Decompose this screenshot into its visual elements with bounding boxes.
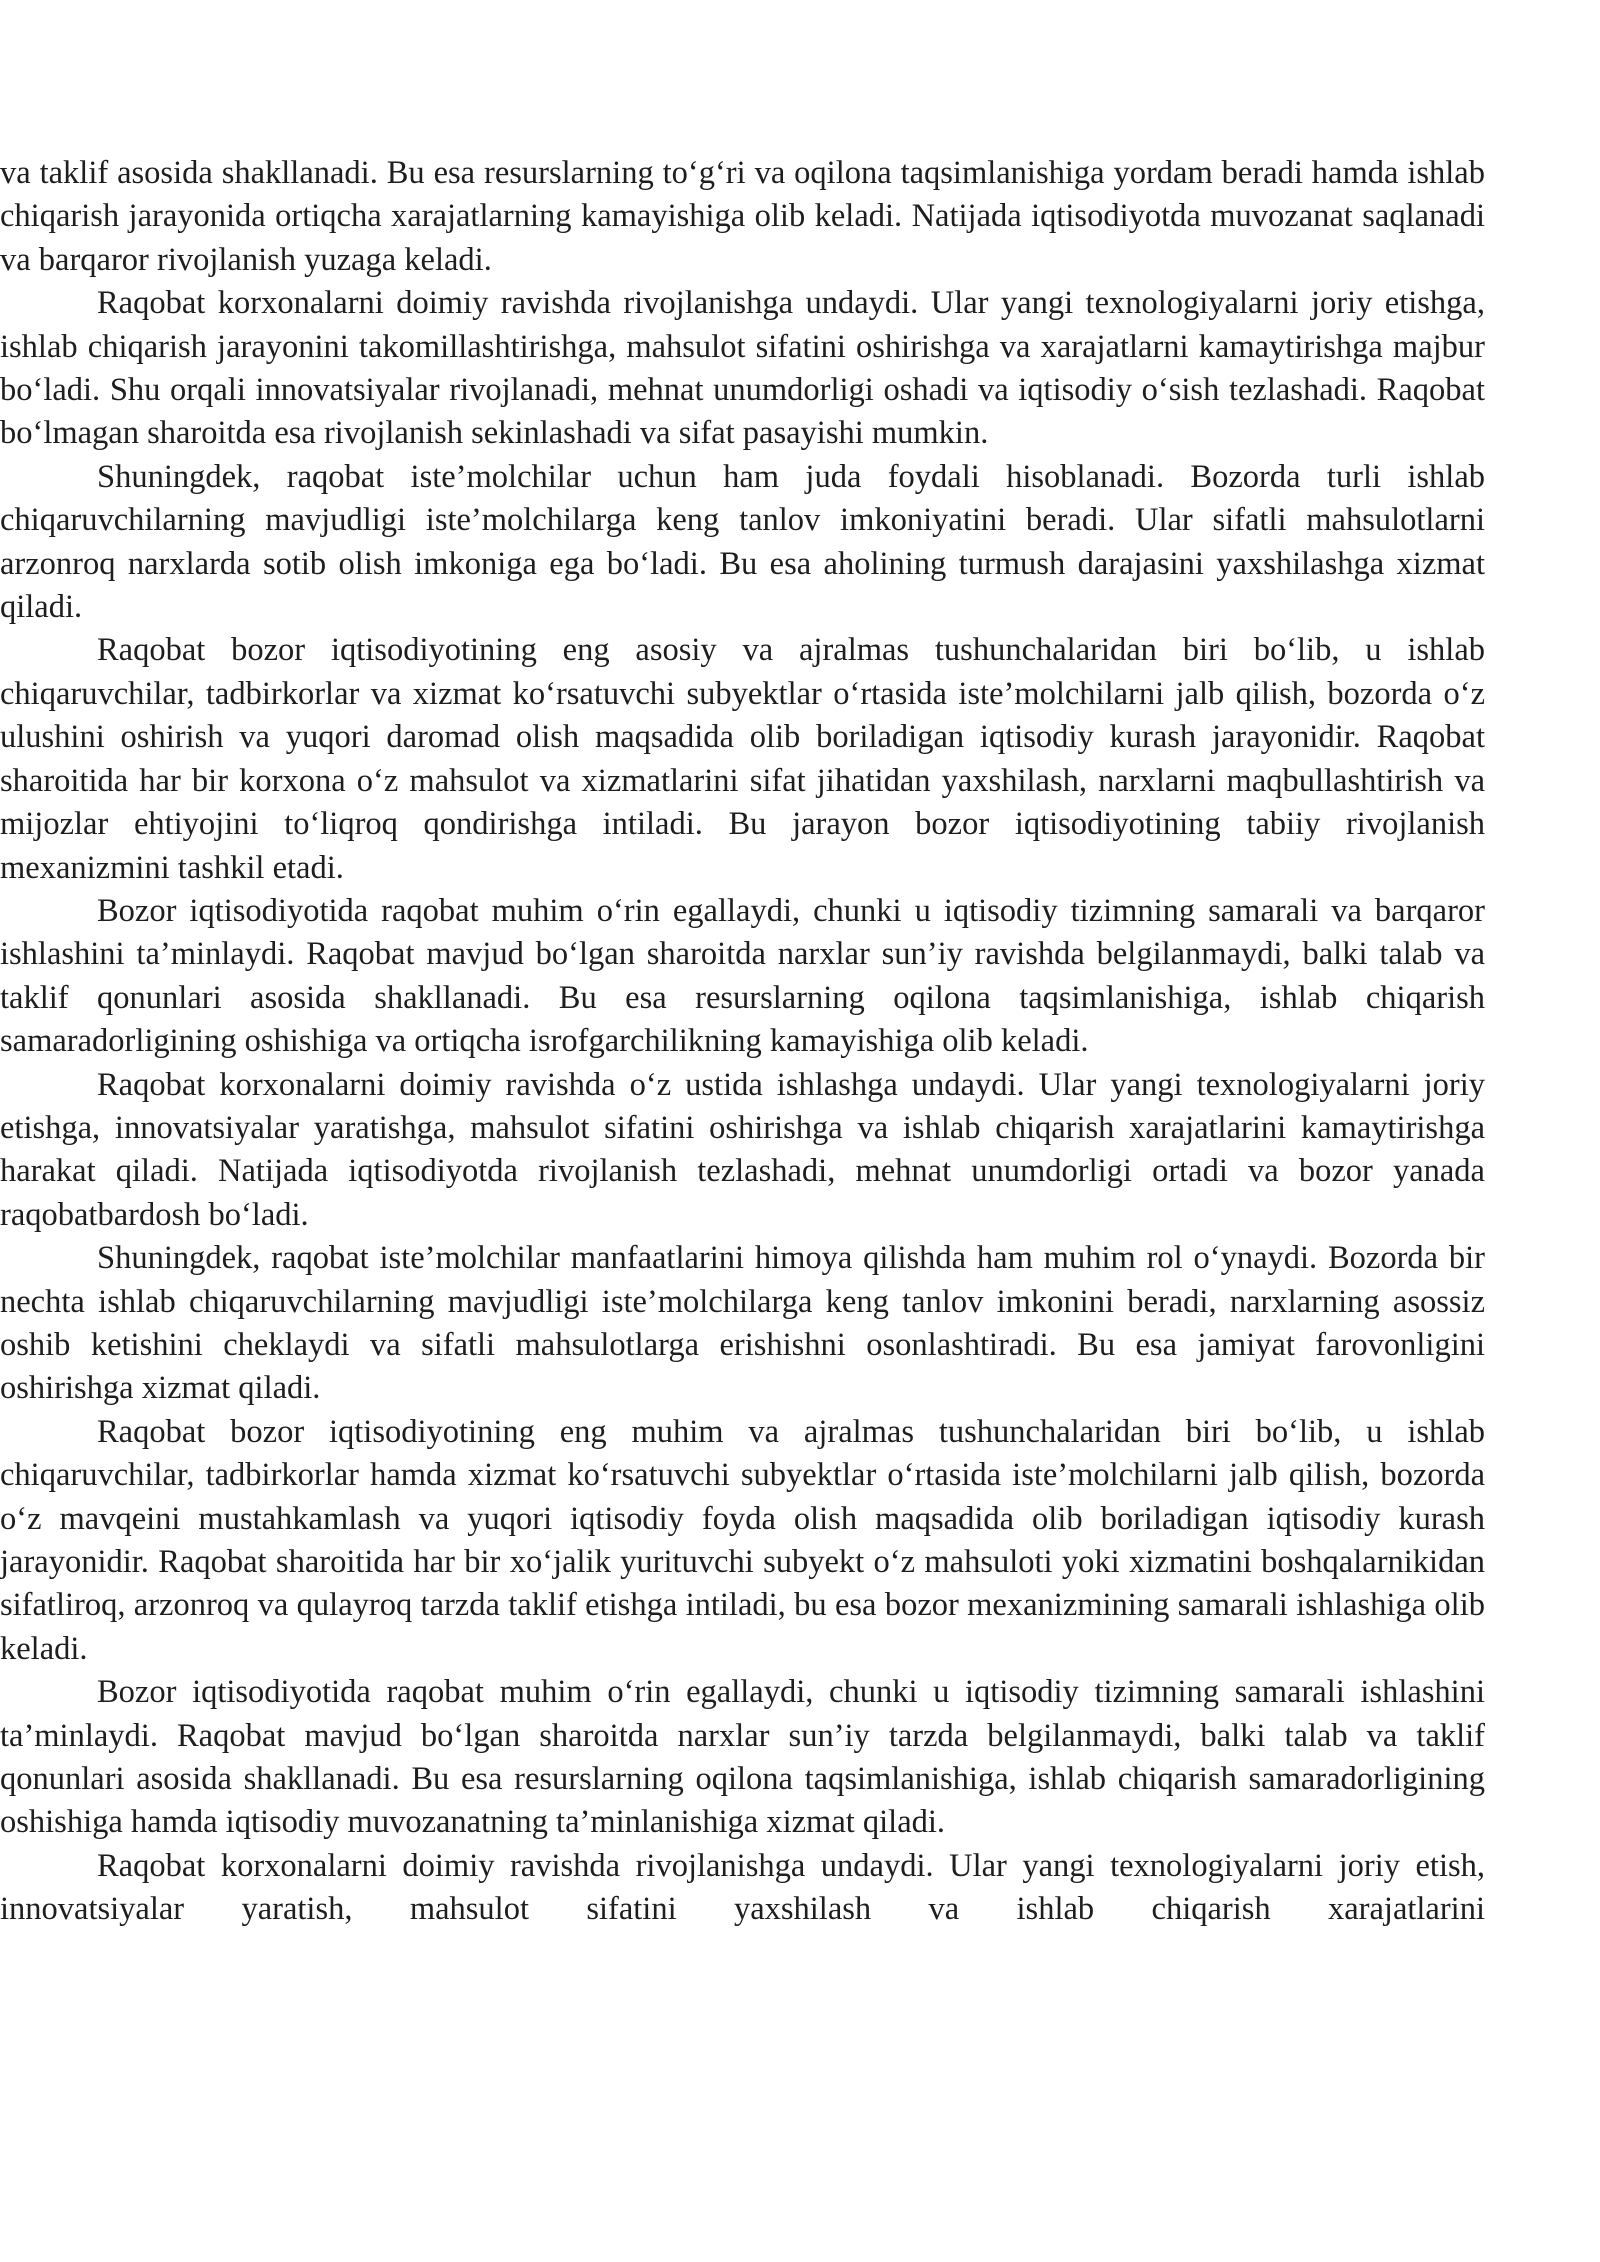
paragraph: Raqobat bozor iqtisodiyotining eng muhim va ajralmas tushunchalaridan biri bo‘lib, u ishlab chiqaruvchilar, tadbirkorlar hamda xizmat ko‘rsatuvchi subyektlar o‘rtasida iste’molchilarni jalb qilish, bozorda o‘z mavqeini mustahkamlash va yuqori iqtisodiy foyda olish maqsadida olib boriladigan iqtisodiy kurash jarayonidir. Raqobat sharoitida har bir xo‘jalik yurituvchi subyekt o‘z mahsuloti yoki xizmatini boshqalarnikidan sifatliroq, arzonroq va qulayroq tarzda taklif etishga intiladi, bu esa bozor mexanizmining samarali ishlashiga olib keladi. [0,1413,1485,1667]
document-page [0,152,1485,1932]
paragraph: Raqobat bozor iqtisodiyotining eng asosiy va ajralmas tushunchalaridan biri bo‘lib, u ishlab chiqaruvchilar, tadbirkorlar va xizmat ko‘rsatuvchi subyektlar o‘rtasida iste’molchilarni jalb qilish, bozorda o‘z ulushini oshirish va yuqori daromad olish maqsadida olib boriladigan iqtisodiy kurash jarayonidir. Raqobat sharoitida har bir korxona o‘z mahsulot va xizmatlarini sifat jihatidan yaxshilash, narxlarni maqbullashtirish va mijozlar ehtiyojini to‘liqroq qondirishga intiladi. Bu jarayon bozor iqtisodiyotining tabiiy rivojlanish mexanizmini tashkil etadi. [0,632,1485,886]
paragraph: Raqobat korxonalarni doimiy ravishda o‘z ustida ishlashga undaydi. Ular yangi texnologiyalarni joriy etishga, innovatsiyalar yaratishga, mahsulot sifatini oshirishga va ishlab chiqarish xarajatlarini kamaytirishga harakat qiladi. Natijada iqtisodiyotda rivojlanish tezlashadi, mehnat unumdorligi ortadi va bozor yanada raqobatbardosh bo‘ladi. [0,1066,1485,1233]
paragraph: Shuningdek, raqobat iste’molchilar manfaatlarini himoya qilishda ham muhim rol o‘ynaydi. Bozorda bir nechta ishlab chiqaruvchilarning mavjudligi iste’molchilarga keng tanlov imkonini beradi, narxlarning asossiz oshib ketishini cheklaydi va sifatli mahsulotlarga erishishni osonlashtiradi. Bu esa jamiyat farovonligini oshirishga xizmat qiladi. [0,1240,1485,1407]
paragraph: Bozor iqtisodiyotida raqobat muhim o‘rin egallaydi, chunki u iqtisodiy tizimning samarali va barqaror ishlashini ta’minlaydi. Raqobat mavjud bo‘lgan sharoitda narxlar sun’iy ravishda belgilanmaydi, balki talab va taklif qonunlari asosida shakllanadi. Bu esa resurslarning oqilona taqsimlanishiga, ishlab chiqarish samaradorligining oshishiga va ortiqcha isrofgarchilikning kamayishiga olib keladi. [0,892,1485,1060]
paragraph: Raqobat korxonalarni doimiy ravishda rivojlanishga undaydi. Ular yangi texnologiyalarni joriy etishga, ishlab chiqarish jarayonini takomillashtirishga, mahsulot sifatini oshirishga va xarajatlarni kamaytirishga majbur bo‘ladi. Shu orqali innovatsiyalar rivojlanadi, mehnat unumdorligi oshadi va iqtisodiy o‘sish tezlashadi. Raqobat bo‘lmagan sharoitda esa rivojlanish sekinlashadi va sifat pasayishi mumkin. [0,285,1485,452]
paragraph: Shuningdek, raqobat iste’molchilar uchun ham juda foydali hisoblanadi. Bozorda turli ishlab chiqaruvchilarning mavjudligi iste’molchilarga keng tanlov imkoniyatini beradi. Ular sifatli mahsulotlarni arzonroq narxlarda sotib olish imkoniga ega bo‘ladi. Bu esa aholining turmush darajasini yaxshilashga xizmat qiladi. [0,458,1485,626]
paragraph: Raqobat korxonalarni doimiy ravishda rivojlanishga undaydi. Ular yangi texnologiyalarni joriy etish, innovatsiyalar yaratish, mahsulot sifatini yaxshilash va ishlab chiqarish xarajatlarini [0,1847,1485,1928]
paragraph: Bozor iqtisodiyotida raqobat muhim o‘rin egallaydi, chunki u iqtisodiy tizimning samarali ishlashini ta’minlaydi. Raqobat mavjud bo‘lgan sharoitda narxlar sun’iy tarzda belgilanmaydi, balki talab va taklif qonunlari asosida shakllanadi. Bu esa resurslarning oqilona taqsimlanishiga, ishlab chiqarish samaradorligining oshishiga hamda iqtisodiy muvozanatning ta’minlanishiga xizmat qiladi. [0,1674,1485,1841]
paragraph: va taklif asosida shakllanadi. Bu esa resurslarning to‘g‘ri va oqilona taqsimlanishiga yordam beradi hamda ishlab chiqarish jarayonida ortiqcha xarajatlarning kamayishiga olib keladi. Natijada iqtisodiyotda muvozanat saqlanadi va barqaror rivojlanish yuzaga keladi. [0,155,1485,278]
